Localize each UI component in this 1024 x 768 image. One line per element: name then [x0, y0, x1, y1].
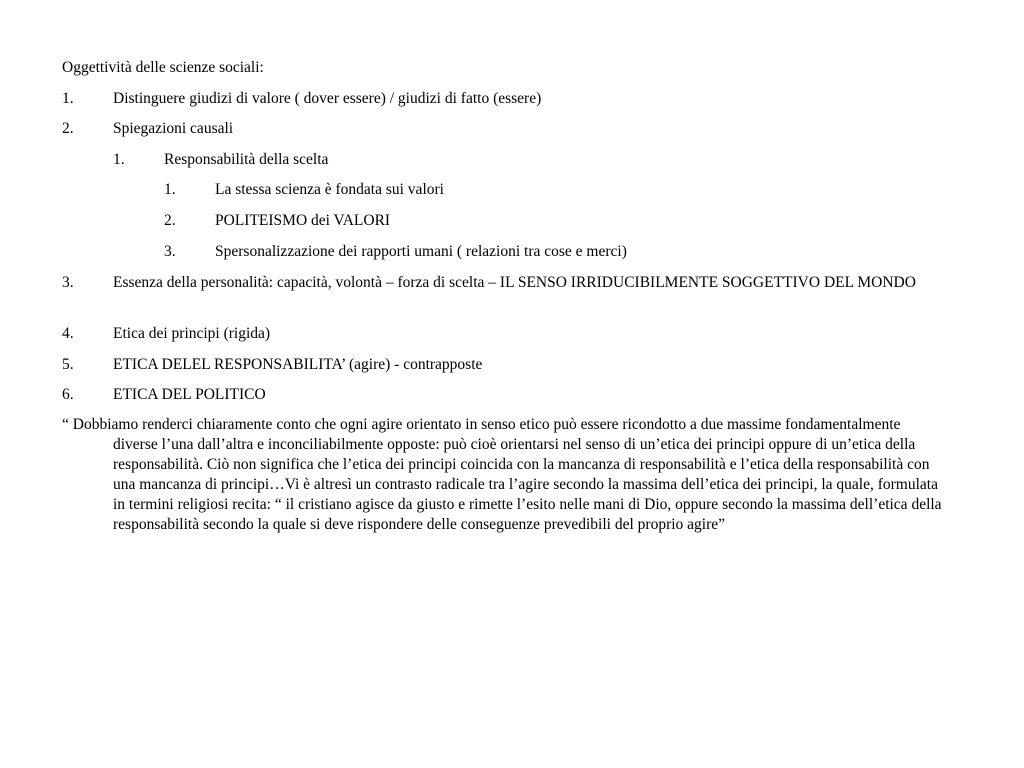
- list-number: 1.: [164, 181, 176, 198]
- list-text: POLITEISMO dei VALORI: [215, 212, 391, 229]
- list-text: Spersonalizzazione dei rapporti umani ( relazioni tra cose e merci): [215, 243, 627, 260]
- weber-quote-paragraph: “ Dobbiamo renderci chiaramente conto che ogni agire orientato in senso etico può essere ricondotto a due massime fondamentalmente diverse l’una dall’altra e inconciliabilmente opposte: può cioè orientarsi nel senso di un’etica dei principi oppure di un’etica della responsabilità. Ciò non significa che l’etica dei principi coincida con la mancanza di responsabilità e l’etica della responsabilità con una mancanza di principi…Vi è altresì un contrasto radicale tra l’agire secondo la massima dell’etica dei principi, la quale, formulata in termini religiosi recita: “ il cristiano agisce da giusto e rimette l’esito nelle mani di Dio, oppure secondo la massima dell’etica della responsabilità secondo la quale si deve rispondere delle conseguenze prevedibili del proprio agire”: [62, 416, 942, 533]
- list-number: 1.: [62, 90, 74, 107]
- list-number: 4.: [62, 325, 74, 342]
- list-number: 6.: [62, 386, 74, 403]
- list-text: La stessa scienza è fondata sui valori: [215, 181, 444, 198]
- list-text: ETICA DELEL RESPONSABILITA’ (agire) - contrapposte: [113, 356, 483, 373]
- list-text: Spiegazioni causali: [113, 120, 234, 137]
- list-text: ETICA DEL POLITICO: [113, 386, 266, 403]
- slide-heading: Oggettività delle scienze sociali:: [62, 59, 264, 76]
- list-number: 5.: [62, 356, 74, 373]
- list-text: Essenza della personalità: capacità, volontà – forza di scelta – IL SENSO IRRIDUCIBILMENTE SOGGETTIVO DEL MONDO: [113, 274, 916, 291]
- list-number: 3.: [164, 243, 176, 260]
- list-number: 3.: [62, 274, 74, 291]
- list-number: 2.: [164, 212, 176, 229]
- list-number: 2.: [62, 120, 74, 137]
- list-number: 1.: [113, 151, 125, 168]
- list-text: Etica dei principi (rigida): [113, 325, 271, 342]
- list-text: Responsabilità della scelta: [164, 151, 329, 168]
- list-text: Distinguere giudizi di valore ( dover essere) / giudizi di fatto (essere): [113, 90, 542, 107]
